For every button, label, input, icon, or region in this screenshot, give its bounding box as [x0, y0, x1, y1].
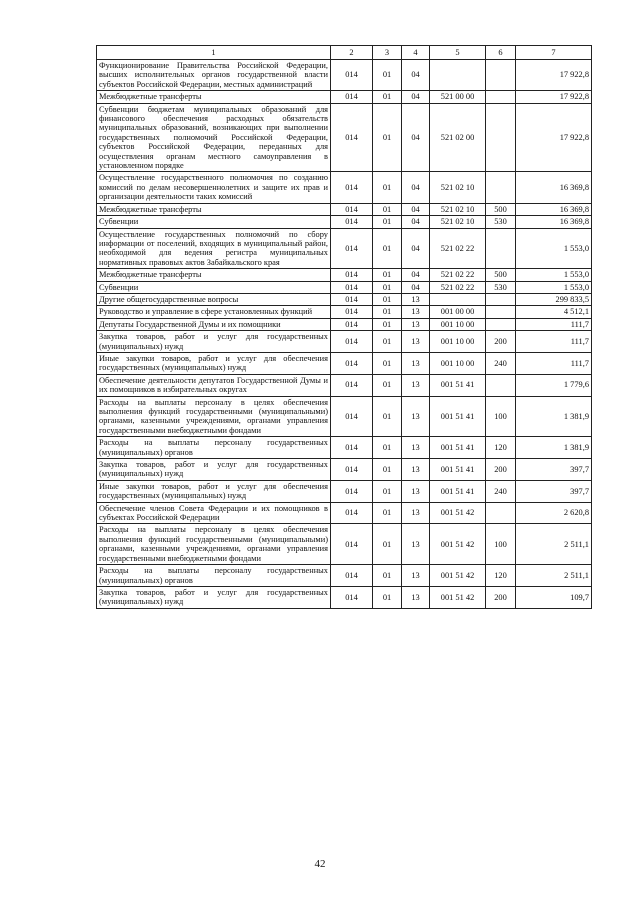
target-article-cell: 001 51 41	[430, 437, 486, 459]
table-row	[97, 293, 592, 305]
amount-cell: 17 922,8	[516, 60, 592, 91]
expense-name-cell: Депутаты Государственной Думы и их помощники	[97, 318, 331, 330]
table-row	[97, 437, 592, 459]
section-code-cell: 01	[373, 586, 402, 608]
target-article-cell: 001 51 41	[430, 480, 486, 502]
target-article-cell: 521 00 00	[430, 91, 486, 103]
amount-cell: 299 833,5	[516, 293, 592, 305]
table-row	[97, 318, 592, 330]
amount-cell: 2 511,1	[516, 565, 592, 587]
target-article-cell: 001 51 42	[430, 586, 486, 608]
subsection-code-cell: 13	[402, 502, 430, 524]
target-article-cell: 001 10 00	[430, 331, 486, 353]
section-code-cell: 01	[373, 437, 402, 459]
column-header: 2	[331, 46, 373, 60]
subsection-code-cell: 04	[402, 103, 430, 172]
column-header: 7	[516, 46, 592, 60]
expense-type-cell	[486, 306, 516, 318]
amount-cell: 397,7	[516, 480, 592, 502]
ministry-code-cell: 014	[331, 269, 373, 281]
ministry-code-cell: 014	[331, 203, 373, 215]
section-code-cell: 01	[373, 352, 402, 374]
column-header: 1	[97, 46, 331, 60]
expense-name-cell: Расходы на выплаты персоналу государственных (муниципальных) органов	[97, 437, 331, 459]
section-code-cell: 01	[373, 103, 402, 172]
table-row	[97, 306, 592, 318]
expense-name-cell: Расходы на выплаты персоналу в целях обеспечения выполнения функций государственными (муниципальными) органами, казенными учреждениями, органами управления государственными внебюджетными фондами	[97, 396, 331, 437]
amount-cell: 2 620,8	[516, 502, 592, 524]
section-code-cell: 01	[373, 281, 402, 293]
expense-type-cell	[486, 374, 516, 396]
expense-name-cell: Закупка товаров, работ и услуг для государственных (муниципальных) нужд	[97, 459, 331, 481]
section-code-cell: 01	[373, 228, 402, 269]
subsection-code-cell: 13	[402, 331, 430, 353]
target-article-cell: 521 02 10	[430, 203, 486, 215]
amount-cell: 1 381,9	[516, 437, 592, 459]
amount-cell: 16 369,8	[516, 203, 592, 215]
table-row	[97, 480, 592, 502]
target-article-cell: 521 02 00	[430, 103, 486, 172]
ministry-code-cell: 014	[331, 103, 373, 172]
table-row	[97, 459, 592, 481]
table-row	[97, 172, 592, 203]
expense-type-cell	[486, 91, 516, 103]
expense-type-cell: 500	[486, 203, 516, 215]
ministry-code-cell: 014	[331, 331, 373, 353]
table-header-row	[97, 46, 592, 60]
section-code-cell: 01	[373, 374, 402, 396]
subsection-code-cell: 13	[402, 374, 430, 396]
amount-cell: 109,7	[516, 586, 592, 608]
ministry-code-cell: 014	[331, 480, 373, 502]
section-code-cell: 01	[373, 502, 402, 524]
expense-name-cell: Руководство и управление в сфере установленных функций	[97, 306, 331, 318]
ministry-code-cell: 014	[331, 306, 373, 318]
section-code-cell: 01	[373, 216, 402, 228]
section-code-cell: 01	[373, 203, 402, 215]
expense-type-cell: 100	[486, 396, 516, 437]
section-code-cell: 01	[373, 60, 402, 91]
table-body	[97, 60, 592, 609]
amount-cell: 17 922,8	[516, 91, 592, 103]
expense-type-cell	[486, 502, 516, 524]
ministry-code-cell: 014	[331, 281, 373, 293]
expense-name-cell: Осуществление государственных полномочий по сбору информации от поселений, входящих в муниципальный район, необходимой для ведения регистра муниципальных нормативных правовых актов Забайкальского края	[97, 228, 331, 269]
table-row	[97, 103, 592, 172]
subsection-code-cell: 13	[402, 352, 430, 374]
column-header: 4	[402, 46, 430, 60]
expense-name-cell: Закупка товаров, работ и услуг для государственных (муниципальных) нужд	[97, 586, 331, 608]
amount-cell: 111,7	[516, 331, 592, 353]
subsection-code-cell: 13	[402, 459, 430, 481]
expense-name-cell: Расходы на выплаты персоналу в целях обеспечения выполнения функций государственными (муниципальными) органами, казенными учреждениями, органами управления государственными внебюджетными фондами	[97, 524, 331, 565]
subsection-code-cell: 13	[402, 396, 430, 437]
expense-name-cell: Межбюджетные трансферты	[97, 269, 331, 281]
amount-cell: 2 511,1	[516, 524, 592, 565]
ministry-code-cell: 014	[331, 374, 373, 396]
ministry-code-cell: 014	[331, 502, 373, 524]
table-row	[97, 203, 592, 215]
expense-name-cell: Обеспечение деятельности депутатов Государственной Думы и их помощников в избирательных округах	[97, 374, 331, 396]
target-article-cell: 001 51 41	[430, 374, 486, 396]
ministry-code-cell: 014	[331, 524, 373, 565]
expense-name-cell: Субвенции бюджетам муниципальных образований для финансового обеспечения расходных обязательств муниципальных образований, возникающих при выполнении государственных полномочий Российской Федерации, субъектов Российской Федерации, переданных для осуществления органам местного самоуправления в установленном порядке	[97, 103, 331, 172]
target-article-cell: 001 00 00	[430, 306, 486, 318]
expense-name-cell: Субвенции	[97, 281, 331, 293]
amount-cell: 16 369,8	[516, 172, 592, 203]
target-article-cell: 001 51 41	[430, 459, 486, 481]
section-code-cell: 01	[373, 306, 402, 318]
subsection-code-cell: 13	[402, 293, 430, 305]
ministry-code-cell: 014	[331, 228, 373, 269]
table-row	[97, 586, 592, 608]
expense-type-cell: 240	[486, 480, 516, 502]
table-row	[97, 228, 592, 269]
budget-table	[96, 45, 592, 609]
amount-cell: 16 369,8	[516, 216, 592, 228]
section-code-cell: 01	[373, 459, 402, 481]
expense-type-cell: 500	[486, 269, 516, 281]
section-code-cell: 01	[373, 480, 402, 502]
ministry-code-cell: 014	[331, 586, 373, 608]
target-article-cell: 521 02 10	[430, 172, 486, 203]
expense-type-cell: 530	[486, 216, 516, 228]
amount-cell: 4 512,1	[516, 306, 592, 318]
ministry-code-cell: 014	[331, 459, 373, 481]
table-row	[97, 565, 592, 587]
subsection-code-cell: 04	[402, 91, 430, 103]
page-number: 42	[314, 858, 326, 870]
ministry-code-cell: 014	[331, 172, 373, 203]
expense-name-cell: Другие общегосударственные вопросы	[97, 293, 331, 305]
expense-type-cell	[486, 318, 516, 330]
target-article-cell: 001 51 42	[430, 565, 486, 587]
ministry-code-cell: 014	[331, 293, 373, 305]
column-header: 3	[373, 46, 402, 60]
subsection-code-cell: 13	[402, 565, 430, 587]
table-row	[97, 216, 592, 228]
table-row	[97, 352, 592, 374]
subsection-code-cell: 13	[402, 524, 430, 565]
table-row	[97, 502, 592, 524]
amount-cell: 17 922,8	[516, 103, 592, 172]
expense-type-cell: 100	[486, 524, 516, 565]
column-header: 6	[486, 46, 516, 60]
expense-type-cell: 200	[486, 331, 516, 353]
ministry-code-cell: 014	[331, 437, 373, 459]
subsection-code-cell: 04	[402, 172, 430, 203]
expense-name-cell: Осуществление государственного полномочия по созданию комиссий по делам несовершеннолетних и защите их прав и организации деятельности таких комиссий	[97, 172, 331, 203]
expense-type-cell	[486, 103, 516, 172]
table-row	[97, 374, 592, 396]
expense-type-cell	[486, 60, 516, 91]
amount-cell: 1 553,0	[516, 228, 592, 269]
section-code-cell: 01	[373, 269, 402, 281]
ministry-code-cell: 014	[331, 565, 373, 587]
expense-name-cell: Субвенции	[97, 216, 331, 228]
table-row	[97, 396, 592, 437]
expense-name-cell: Иные закупки товаров, работ и услуг для обеспечения государственных (муниципальных) нужд	[97, 352, 331, 374]
subsection-code-cell: 13	[402, 318, 430, 330]
column-header: 5	[430, 46, 486, 60]
table-row	[97, 91, 592, 103]
expense-type-cell: 120	[486, 437, 516, 459]
expense-name-cell: Межбюджетные трансферты	[97, 203, 331, 215]
ministry-code-cell: 014	[331, 60, 373, 91]
amount-cell: 1 553,0	[516, 281, 592, 293]
amount-cell: 111,7	[516, 318, 592, 330]
ministry-code-cell: 014	[331, 91, 373, 103]
target-article-cell: 001 10 00	[430, 352, 486, 374]
subsection-code-cell: 13	[402, 437, 430, 459]
section-code-cell: 01	[373, 331, 402, 353]
target-article-cell: 001 51 42	[430, 502, 486, 524]
target-article-cell: 521 02 22	[430, 269, 486, 281]
section-code-cell: 01	[373, 293, 402, 305]
expense-name-cell: Обеспечение членов Совета Федерации и их помощников в субъектах Российской Федерации	[97, 502, 331, 524]
subsection-code-cell: 13	[402, 306, 430, 318]
subsection-code-cell: 04	[402, 216, 430, 228]
expense-name-cell: Функционирование Правительства Российской Федерации, высших исполнительных органов государственной власти субъектов Российской Федерации, местных администраций	[97, 60, 331, 91]
target-article-cell: 001 51 41	[430, 396, 486, 437]
amount-cell: 1 553,0	[516, 269, 592, 281]
table-row	[97, 281, 592, 293]
section-code-cell: 01	[373, 172, 402, 203]
subsection-code-cell: 13	[402, 586, 430, 608]
subsection-code-cell: 04	[402, 269, 430, 281]
subsection-code-cell: 04	[402, 281, 430, 293]
target-article-cell: 001 10 00	[430, 318, 486, 330]
subsection-code-cell: 04	[402, 228, 430, 269]
section-code-cell: 01	[373, 396, 402, 437]
table-row	[97, 60, 592, 91]
expense-type-cell	[486, 293, 516, 305]
target-article-cell: 521 02 22	[430, 228, 486, 269]
table-row	[97, 331, 592, 353]
amount-cell: 111,7	[516, 352, 592, 374]
subsection-code-cell: 04	[402, 60, 430, 91]
section-code-cell: 01	[373, 524, 402, 565]
target-article-cell	[430, 293, 486, 305]
subsection-code-cell: 04	[402, 203, 430, 215]
expense-name-cell: Межбюджетные трансферты	[97, 91, 331, 103]
expense-name-cell: Закупка товаров, работ и услуг для государственных (муниципальных) нужд	[97, 331, 331, 353]
target-article-cell: 001 51 42	[430, 524, 486, 565]
amount-cell: 397,7	[516, 459, 592, 481]
section-code-cell: 01	[373, 318, 402, 330]
amount-cell: 1 381,9	[516, 396, 592, 437]
ministry-code-cell: 014	[331, 396, 373, 437]
expense-type-cell: 530	[486, 281, 516, 293]
expense-type-cell: 120	[486, 565, 516, 587]
expense-name-cell: Иные закупки товаров, работ и услуг для обеспечения государственных (муниципальных) нужд	[97, 480, 331, 502]
target-article-cell: 521 02 22	[430, 281, 486, 293]
amount-cell: 1 779,6	[516, 374, 592, 396]
target-article-cell	[430, 60, 486, 91]
ministry-code-cell: 014	[331, 318, 373, 330]
expense-type-cell: 240	[486, 352, 516, 374]
ministry-code-cell: 014	[331, 352, 373, 374]
target-article-cell: 521 02 10	[430, 216, 486, 228]
ministry-code-cell: 014	[331, 216, 373, 228]
expense-name-cell: Расходы на выплаты персоналу государственных (муниципальных) органов	[97, 565, 331, 587]
expense-type-cell: 200	[486, 459, 516, 481]
expense-type-cell	[486, 172, 516, 203]
section-code-cell: 01	[373, 91, 402, 103]
subsection-code-cell: 13	[402, 480, 430, 502]
expense-type-cell: 200	[486, 586, 516, 608]
section-code-cell: 01	[373, 565, 402, 587]
table-row	[97, 269, 592, 281]
expense-type-cell	[486, 228, 516, 269]
table-row	[97, 524, 592, 565]
